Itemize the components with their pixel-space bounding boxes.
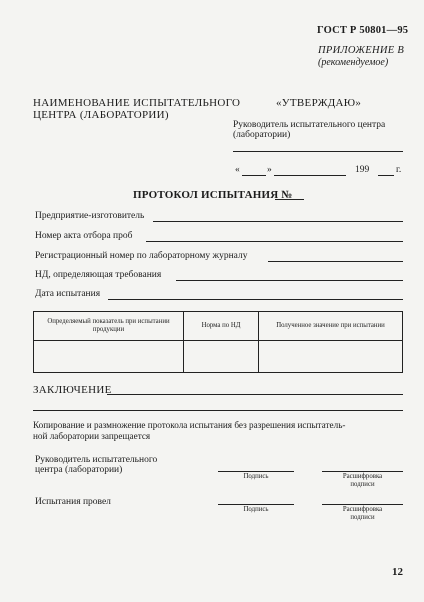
cell-value[interactable] [259,341,403,373]
tester-decoding-caption-1: Расшифровка [342,506,383,513]
col-value-header: Полученное значение при испытании [259,312,403,341]
approve-head-line2: (лаборатории) [233,130,291,140]
field-test-date-line[interactable] [108,299,403,300]
col-indicator-header: Определяемый показатель при испытании продукции [34,312,184,341]
date-year: 199 [355,165,370,175]
protocol-title: ПРОТОКОЛ ИСПЫТАНИЯ № [133,189,293,201]
col-norm-header: Норма по НД [184,312,259,341]
head-signature-caption: Подпись [243,473,269,480]
appendix-note: (рекомендуемое) [318,57,389,68]
head-decoding-caption-1: Расшифровка [342,473,383,480]
date-quote-open: « [235,165,240,175]
gost-number: ГОСТ Р 50801—95 [317,25,409,36]
date-g: г. [396,165,402,175]
field-sampling-act-line[interactable] [146,241,403,242]
field-test-date-label: Дата испытания [35,289,101,299]
tester-decoding-line[interactable] [322,504,403,505]
conclusion-line-2[interactable] [33,410,403,411]
appendix-title: ПРИЛОЖЕНИЕ В [318,45,405,56]
copy-note-line2: ной лаборатории запрещается [33,431,151,441]
head-signer-line2: центра (лаборатории) [35,465,123,475]
protocol-number-line[interactable] [275,199,304,200]
conclusion-line-1[interactable] [107,394,403,395]
page-number: 12 [392,566,403,578]
head-decoding-caption-2: подписи [350,481,375,488]
head-signer-line1: Руководитель испытательного [35,455,158,465]
date-month-line[interactable] [274,175,346,176]
tester-signature-caption: Подпись [243,506,269,513]
lab-name-line1: НАИМЕНОВАНИЕ ИСПЫТАТЕЛЬНОГО [33,97,241,109]
field-nd-line[interactable] [176,280,403,281]
field-sampling-act-label: Номер акта отбора проб [35,231,133,241]
date-quote-close: » [267,165,272,175]
field-registration-line[interactable] [268,261,403,262]
tester-decoding-caption-2: подписи [350,514,375,521]
tester-signature-line[interactable] [218,504,294,505]
conclusion-label: ЗАКЛЮЧЕНИЕ [33,384,112,396]
lab-name-line2: ЦЕНТРА (ЛАБОРАТОРИИ) [33,109,169,121]
approve-signature-line[interactable] [233,151,403,152]
date-day-line[interactable] [242,175,266,176]
approve-head-line1: Руководитель испытательного центра [233,120,386,130]
date-year-line[interactable] [378,175,394,176]
results-table [33,311,403,373]
approve-title: «УТВЕРЖДАЮ» [276,97,362,109]
cell-indicator[interactable] [34,341,184,373]
field-nd-label: НД, определяющая требования [35,270,162,280]
cell-norm[interactable] [184,341,259,373]
copy-note-line1: Копирование и размножение протокола испытания без разрешения испытатель- [33,420,346,430]
tester-label: Испытания провел [35,497,111,507]
field-manufacturer-line[interactable] [153,221,403,222]
field-registration-label: Регистрационный номер по лабораторному журналу [35,251,248,261]
head-signature-line[interactable] [218,471,294,472]
field-manufacturer-label: Предприятие-изготовитель [35,211,145,221]
head-decoding-line[interactable] [322,471,403,472]
